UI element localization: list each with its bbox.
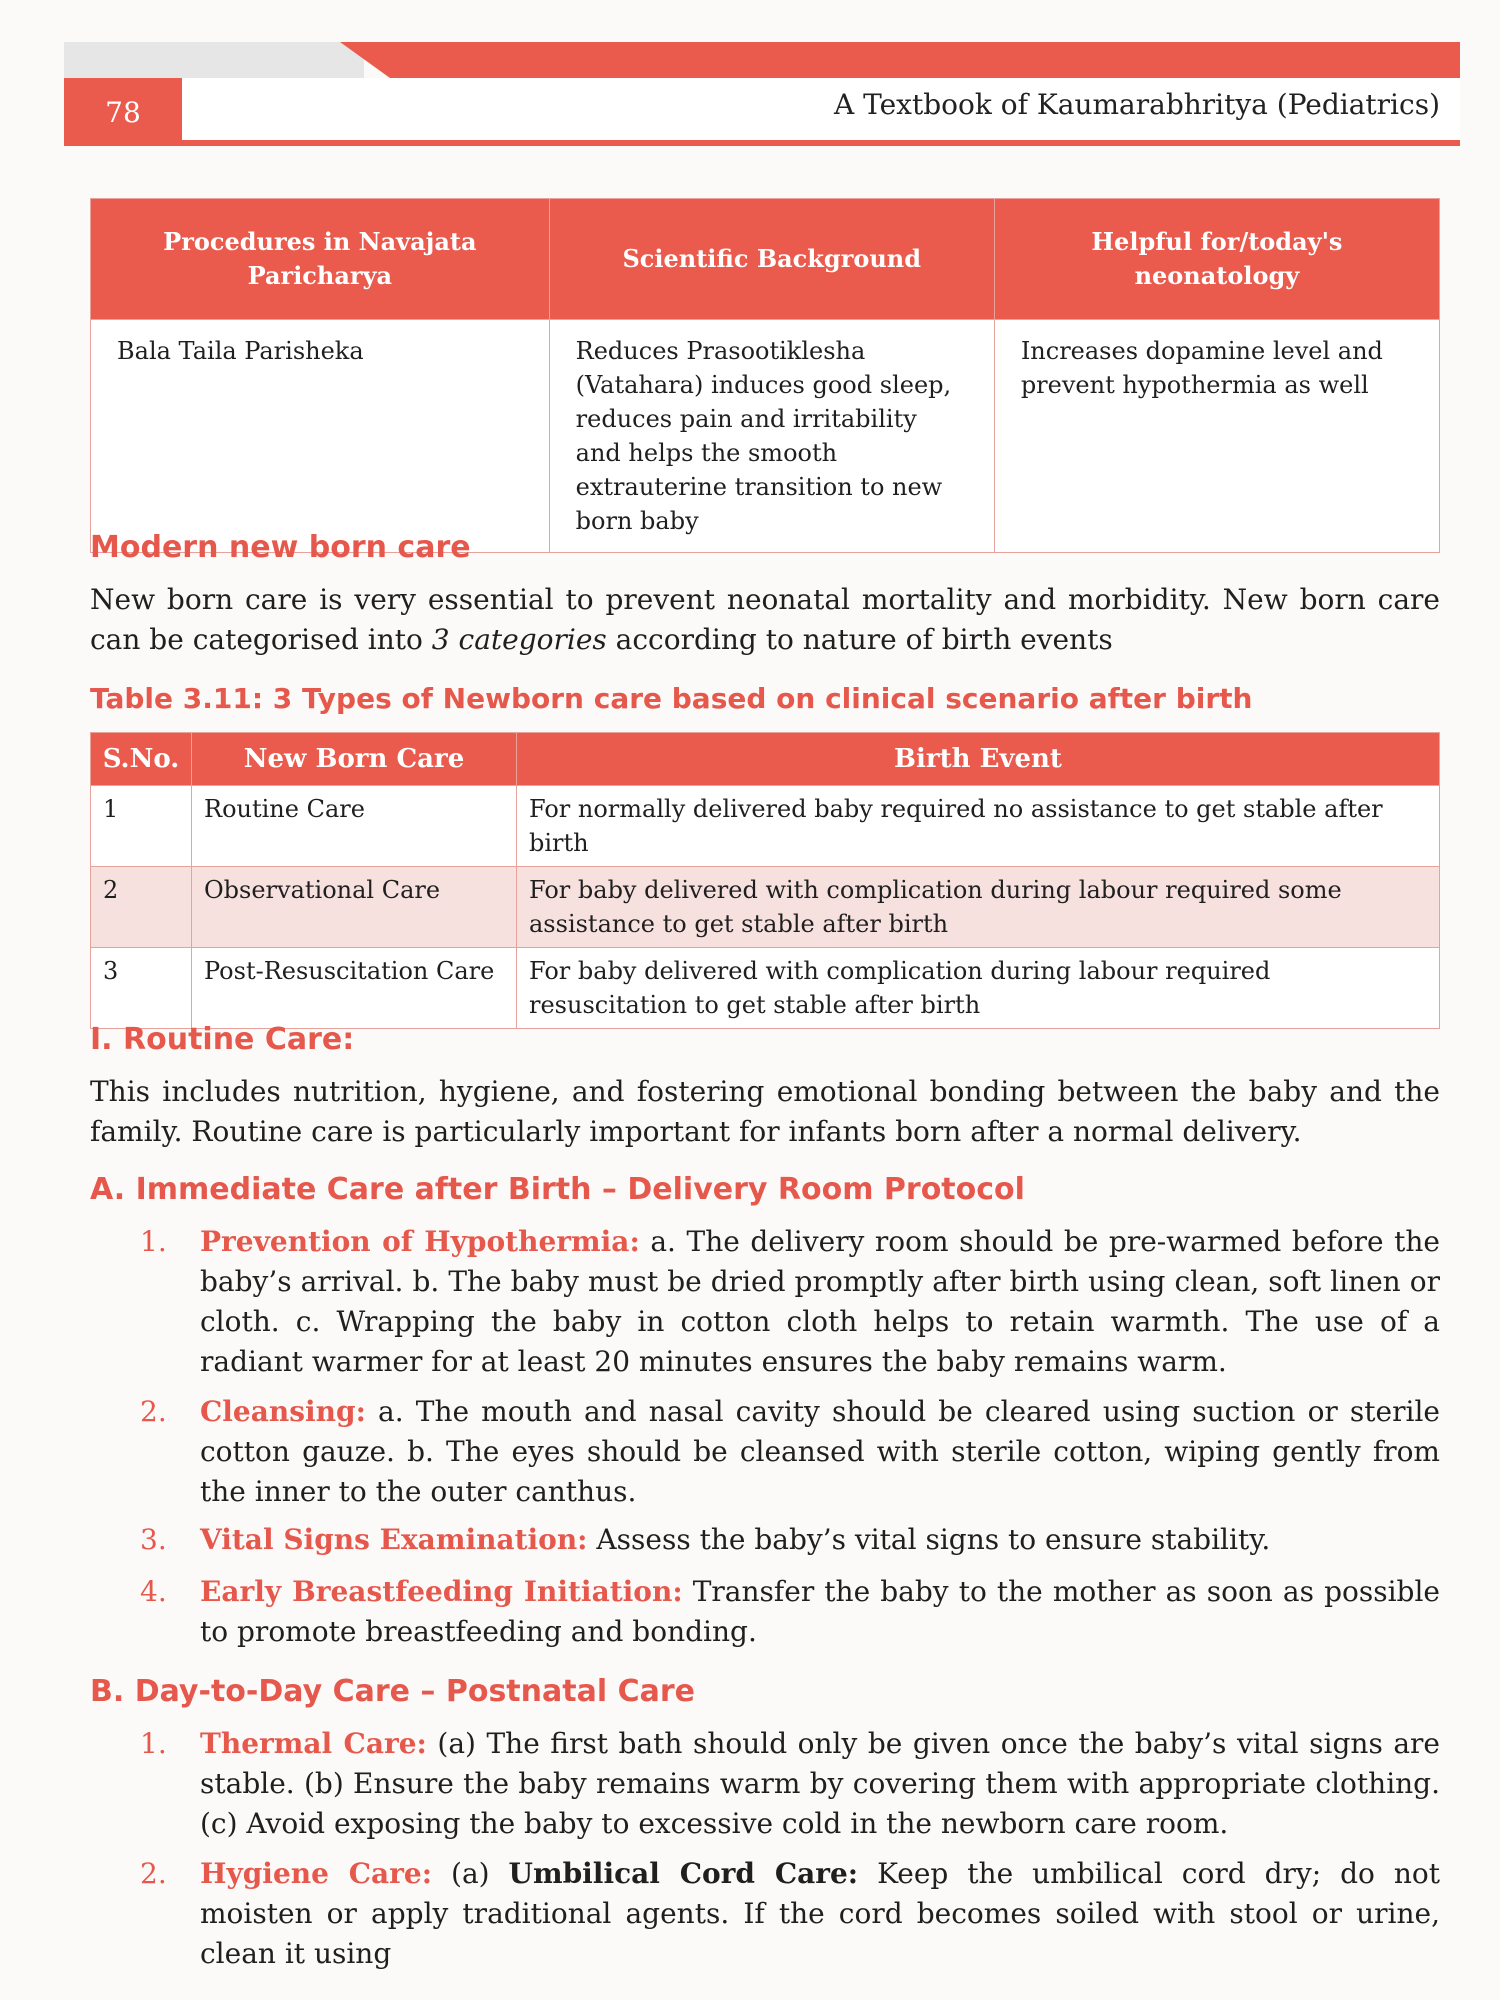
table-header-cell: Birth Event: [517, 733, 1440, 786]
table-cell: For baby delivered with complication during labour required resuscitation to get stable after birth: [517, 948, 1440, 1029]
table-cell: Post-Resuscitation Care: [192, 948, 517, 1029]
list-number: 1.: [140, 1225, 167, 1258]
table-cell: Observational Care: [192, 867, 517, 948]
table-caption: Table 3.11: 3 Types of Newborn care based on clinical scenario after birth: [90, 682, 1253, 715]
item-body: (a) The first bath should only be given once the baby’s vital signs are stable. (b) Ensure the baby remains warm by covering them with appropriate clothing. (c) Avoid exposing the baby to excessive cold in the newborn care room.: [200, 1727, 1440, 1840]
section-heading-immediate: A. Immediate Care after Birth – Delivery Room Protocol: [90, 1172, 1025, 1207]
procedures-table: [90, 198, 1440, 553]
table-row: [91, 867, 1440, 948]
table-cell: 1: [91, 786, 192, 867]
list-item-text: [200, 1520, 1440, 1560]
item-label: Hygiene Care:: [200, 1857, 433, 1890]
table-row: [91, 786, 1440, 867]
table-cell: For normally delivered baby required no assistance to get stable after birth: [517, 786, 1440, 867]
item-body: a. The delivery room should be pre-warmed before the baby’s arrival. b. The baby must be dried promptly after birth using clean, soft linen or cloth. c. Wrapping the baby in cotton cloth helps to retain warmth. The use of a radiant warmer for at least 20 minutes ensures the baby remains warm.: [200, 1225, 1440, 1378]
list-item-text: [200, 1222, 1440, 1382]
list-number: 4.: [140, 1575, 167, 1608]
list-item-text: [200, 1724, 1440, 1844]
text-run: New born care is very essential to prevent neonatal mortality and morbidity. New born care can be categorised into: [90, 583, 1440, 656]
table-cell: Bala Taila Parisheka: [91, 320, 550, 553]
list-number: 1.: [140, 1727, 167, 1760]
table-header-row: [91, 733, 1440, 786]
page-header: [64, 78, 1460, 140]
table-header-cell: Procedures in Navajata Paricharya: [91, 199, 550, 320]
list-item-text: [200, 1854, 1440, 1974]
table-cell: Increases dopamine level and prevent hypothermia as well: [994, 320, 1439, 553]
header-band-red: [340, 42, 1460, 78]
emphasis-text: 3 categories: [431, 623, 607, 656]
table-header-cell: New Born Care: [192, 733, 517, 786]
text-run: according to nature of birth events: [606, 623, 1113, 656]
table-header-cell: Helpful for/today's neonatology: [994, 199, 1439, 320]
modern-paragraph: [90, 580, 1440, 660]
section-heading-daytoday: B. Day-to-Day Care – Postnatal Care: [90, 1674, 695, 1709]
list-item-text: [200, 1392, 1440, 1512]
item-label: Early Breastfeeding Initiation:: [200, 1575, 683, 1608]
header-band-gray: [64, 42, 364, 78]
section-heading-modern: Modern new born care: [90, 530, 471, 565]
table-cell: 2: [91, 867, 192, 948]
routine-paragraph: This includes nutrition, hygiene, and fostering emotional bonding between the baby and the family. Routine care is particularly important for infants born after a normal delivery.: [90, 1075, 1440, 1148]
item-body: Assess the baby’s vital signs to ensure stability.: [587, 1523, 1271, 1556]
list-item-text: [200, 1572, 1440, 1652]
table-cell: For baby delivered with complication during labour required some assistance to get stable after birth: [517, 867, 1440, 948]
item-body: a. The mouth and nasal cavity should be cleared using suction or sterile cotton gauze. b. The eyes should be cleansed with sterile cotton, wiping gently from the inner to the outer canthus.: [200, 1395, 1440, 1508]
item-label: Thermal Care:: [200, 1727, 427, 1760]
newborn-care-table: [90, 732, 1440, 1029]
table-header-cell: Scientific Background: [549, 199, 994, 320]
table-cell: Reduces Prasootiklesha (Vatahara) induces good sleep, reduces pain and irritability and helps the smooth extrauterine transition to new born baby: [549, 320, 994, 553]
item-body: Transfer the baby to the mother as soon as possible to promote breastfeeding and bonding.: [200, 1575, 1440, 1648]
item-bold-label: Umbilical Cord Care:: [508, 1857, 859, 1890]
item-body: Keep the umbilical cord dry; do not moisten or apply traditional agents. If the cord becomes soiled with stool or urine, clean it using: [200, 1857, 1440, 1970]
table-header-row: [91, 199, 1440, 320]
table-cell: 3: [91, 948, 192, 1029]
table-header-cell: S.No.: [91, 733, 192, 786]
table-cell: Routine Care: [192, 786, 517, 867]
item-pre: (a): [432, 1857, 509, 1890]
header-rule: [64, 140, 1460, 146]
book-title: A Textbook of Kaumarabhritya (Pediatrics): [833, 88, 1440, 121]
table-row: [91, 320, 1440, 553]
list-number: 3.: [140, 1523, 167, 1556]
item-label: Cleansing:: [200, 1395, 366, 1428]
list-number: 2.: [140, 1857, 167, 1890]
page-number: 78: [64, 78, 182, 146]
item-label: Prevention of Hypothermia:: [200, 1225, 640, 1258]
list-number: 2.: [140, 1395, 167, 1428]
table-row: [91, 948, 1440, 1029]
item-label: Vital Signs Examination:: [200, 1523, 588, 1556]
section-heading-routine: I. Routine Care:: [90, 1022, 355, 1057]
